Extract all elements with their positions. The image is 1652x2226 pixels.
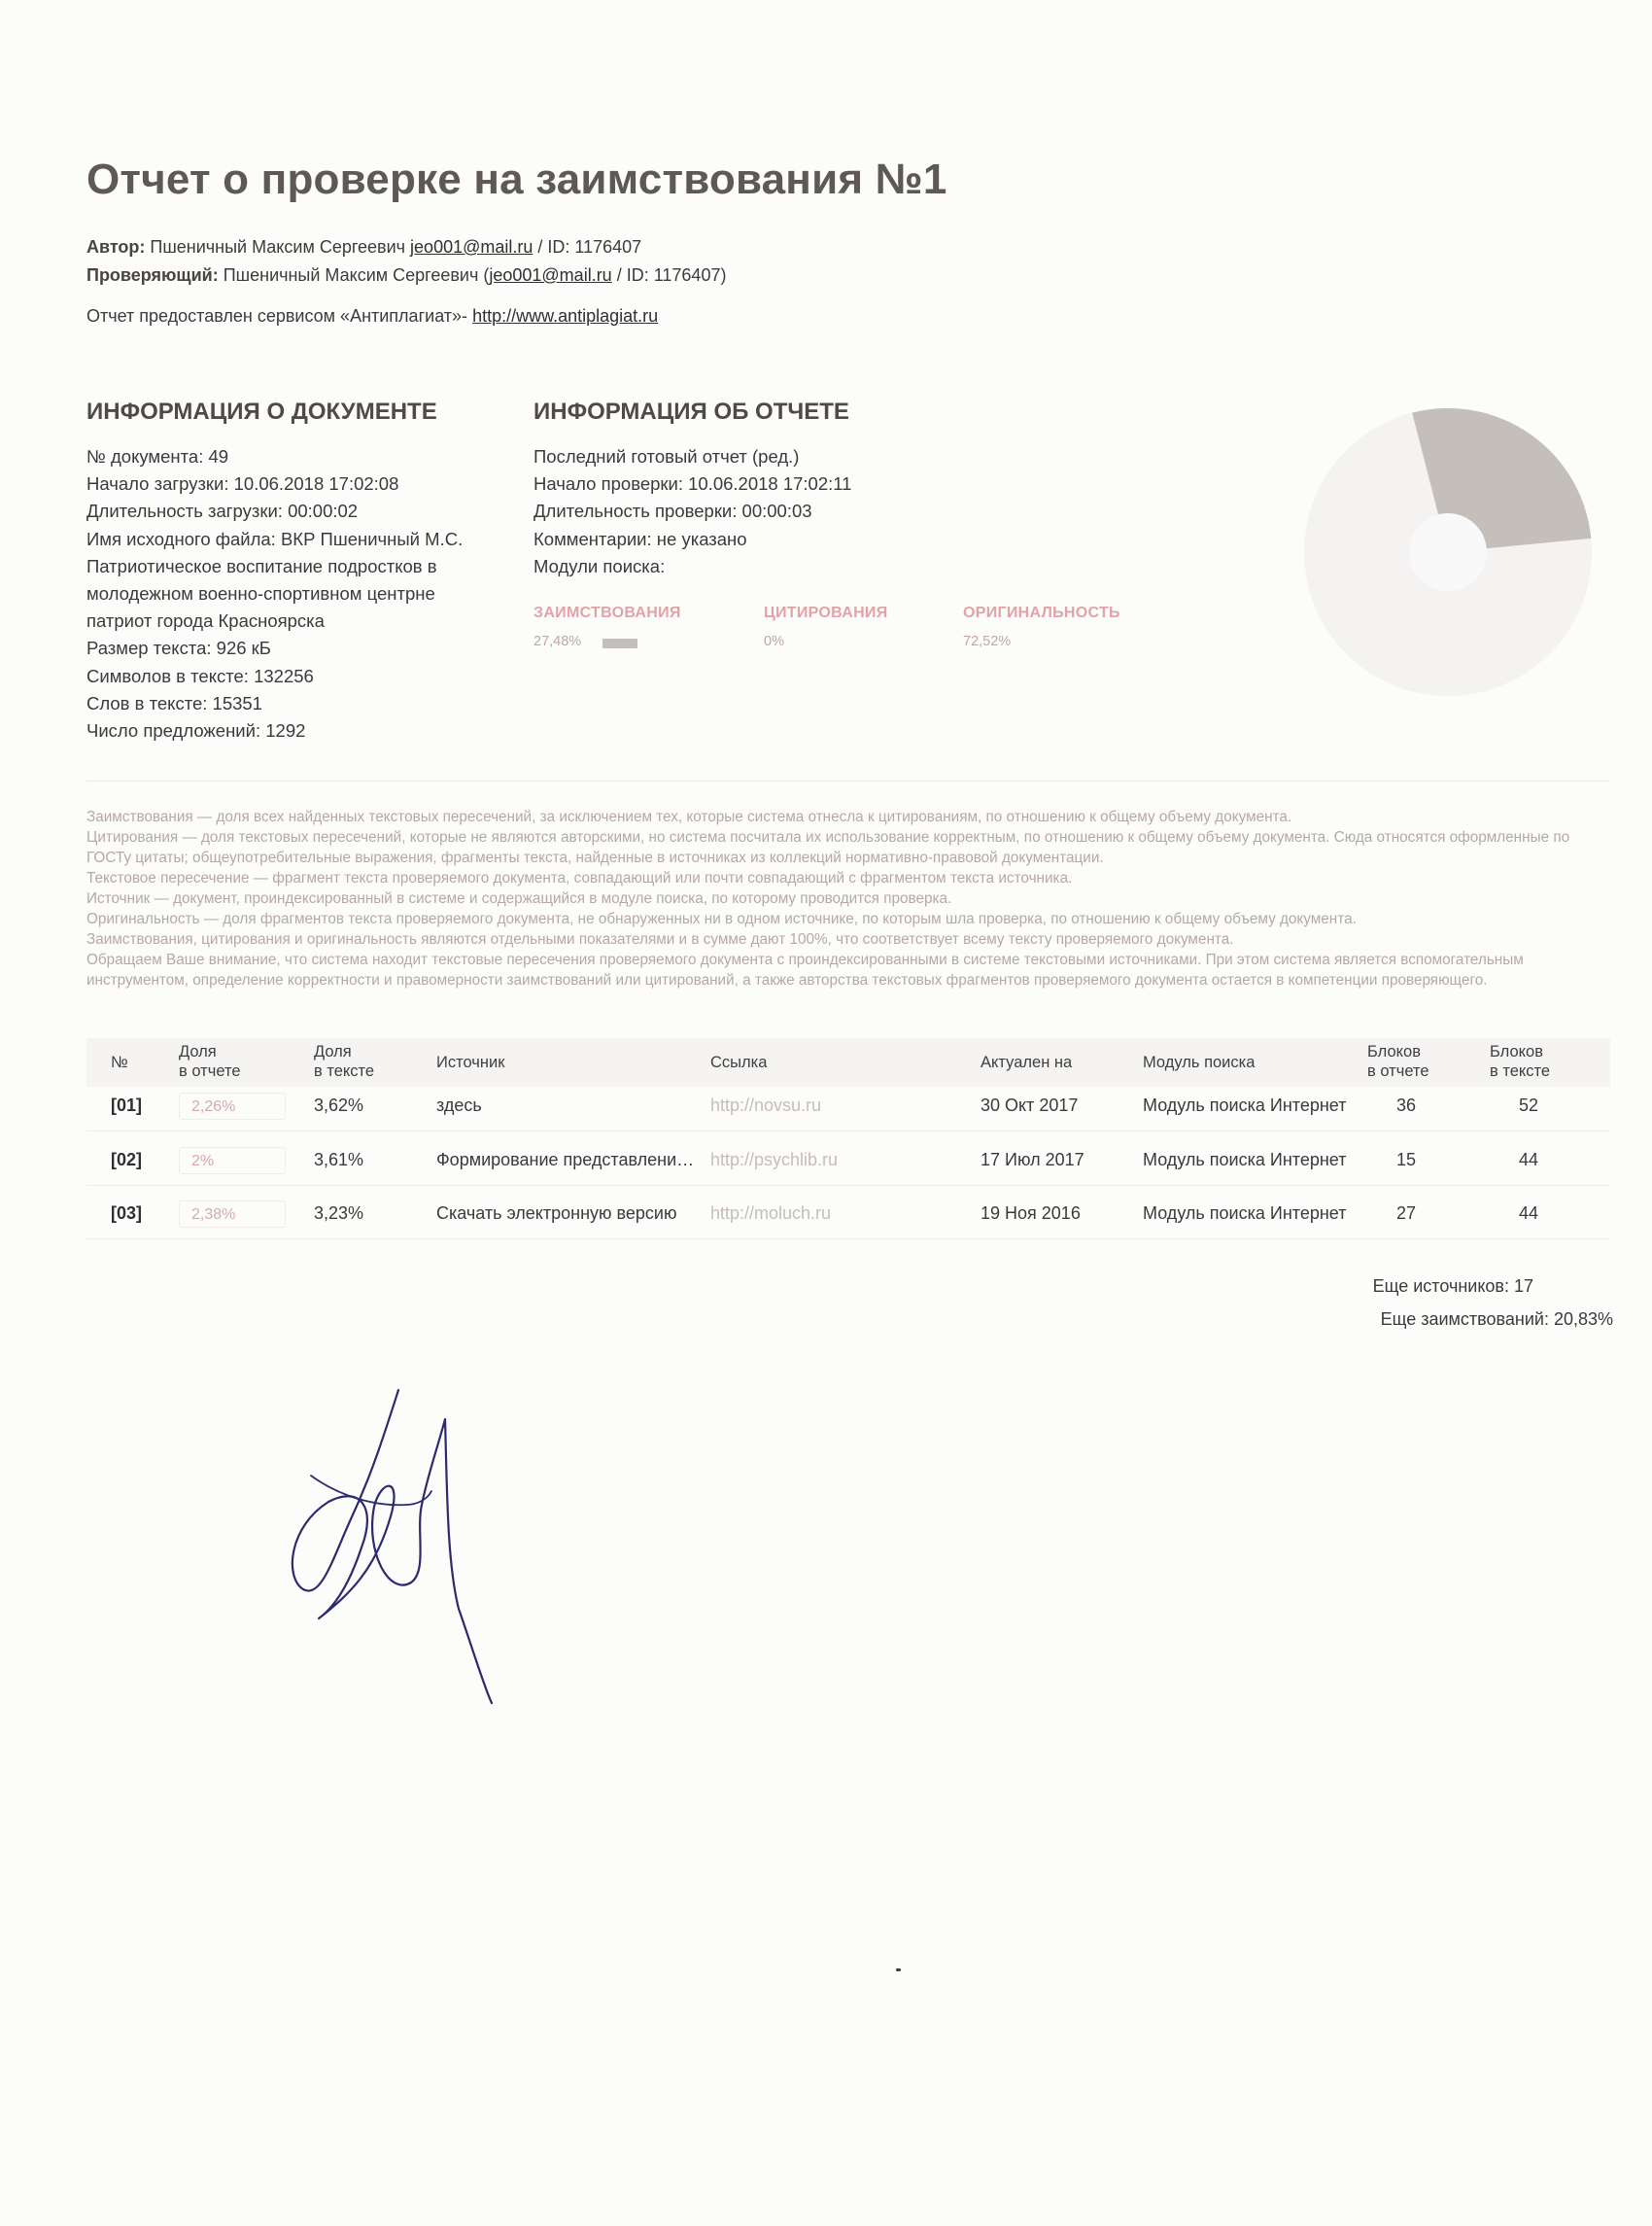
legend-definitions [86,807,1617,991]
row-blocks-text: 52 [1519,1096,1539,1115]
citation-value: 0% [764,634,784,649]
th-blocks-text [1490,1042,1550,1081]
more-borrowing: Еще заимствований: 20,83% [1380,1309,1613,1329]
row-actual-date: 30 Окт 2017 [981,1096,1079,1115]
report-info-line: Модули поиска: [533,555,666,576]
th-source: Источник [436,1054,505,1071]
reviewer-id: / ID: 1176407) [616,265,727,285]
doc-info-line: Патриотическое воспитание подростков в [86,555,437,576]
row-blocks-text: 44 [1519,1150,1539,1169]
th-share-report [179,1042,241,1081]
scan-speck [896,1968,901,1971]
more-sources: Еще источников: 17 [1372,1276,1533,1296]
th-blocks-report-line2: в отчете [1367,1062,1429,1080]
author-label: Автор: [86,237,146,257]
row-number: [03] [111,1203,143,1223]
doc-info-line: № документа: 49 [86,446,229,467]
originality-value: 72,52% [963,634,1012,649]
originality-label: ОРИГИНАЛЬНОСТЬ [963,605,1120,621]
author-email-link[interactable]: jeo001@mail.ru [410,237,533,257]
th-share-report-line1: Доля [179,1043,217,1061]
legend-paragraph: Текстовое пересечение — фрагмент текста проверяемого документа, совпадающий или почти совпадающий с фрагментом текста источника. [86,870,1073,887]
service-url-link[interactable]: http://www.antiplagiat.ru [472,306,659,326]
borrowing-label: ЗАИМСТВОВАНИЯ [533,605,681,621]
author-id: / ID: 1176407 [537,237,642,257]
row-link[interactable]: http://psychlib.ru [710,1150,839,1169]
th-blocks-text-line1: Блоков [1490,1043,1543,1061]
row-link[interactable]: http://novsu.ru [710,1096,822,1115]
legend-paragraph: Заимствования — доля всех найденных текстовых пересечений, за исключением тех, которые система отнесла к цитированиям, по отношению к общему объему документа. [86,809,1292,825]
th-share-text [314,1042,374,1081]
doc-info-line: Длительность загрузки: 00:00:02 [86,501,359,522]
originality-pie-chart [1302,406,1594,698]
row-number: [01] [111,1096,143,1115]
service-text: Отчет предоставлен сервисом «Антиплагиат»- [86,306,468,326]
author-line [86,237,641,258]
report-title: Отчет о проверке на заимствования №1 [86,156,947,203]
legend-paragraph: Заимствования, цитирования и оригинальность являются отдельными показателями и в сумме дают 100%, что соответствует всему тексту проверяемого документа. [86,931,1234,948]
legend-paragraph: Обращаем Ваше внимание, что система находит текстовые пересечения проверяемого документа с проиндексированными в системе текстовыми источниками. При этом система является вспомогательным инструментом, определение корректности и правомерности заимствований или цитирований, а также авторства текстовых фрагментов проверяемого документа остается в компетенции проверяющего. [86,952,1524,989]
row-source[interactable]: здесь [436,1096,482,1115]
report-info-heading: ИНФОРМАЦИЯ ОБ ОТЧЕТЕ [533,399,849,425]
row-blocks-report: 27 [1396,1203,1417,1223]
row-link[interactable]: http://moluch.ru [710,1203,832,1223]
doc-info-line: патриот города Красноярска [86,610,325,632]
reviewer-label: Проверяющий: [86,265,219,285]
reviewer-name: Пшеничный Максим Сергеевич ( [223,265,490,285]
row-actual-date: 17 Июл 2017 [981,1150,1084,1169]
row-number: [02] [111,1150,143,1169]
pie-center [1409,513,1487,591]
doc-info-line: Число предложений: 1292 [86,720,306,742]
row-share-report: 2,26% [179,1093,286,1120]
row-divider [86,1185,1610,1186]
row-module: Модуль поиска Интернет [1143,1150,1347,1169]
reviewer-email-link[interactable]: jeo001@mail.ru [489,265,612,285]
row-module: Модуль поиска Интернет [1143,1203,1347,1223]
borrowing-value: 27,48% [533,634,582,649]
th-share-text-line1: Доля [314,1043,352,1061]
reviewer-line [86,265,726,286]
author-name: Пшеничный Максим Сергеевич [150,237,406,257]
row-blocks-report: 15 [1396,1150,1417,1169]
row-module: Модуль поиска Интернет [1143,1096,1347,1115]
report-info-line: Начало проверки: 10.06.2018 17:02:11 [533,473,852,495]
row-share-text: 3,23% [314,1203,364,1223]
row-share-text: 3,61% [314,1150,364,1169]
th-blocks-text-line2: в тексте [1490,1062,1551,1080]
doc-info-line: Начало загрузки: 10.06.2018 17:02:08 [86,473,399,495]
legend-paragraph: Цитирования — доля текстовых пересечений, которые не являются авторскими, но система посчитала их использование корректным, по отношению к общему объему документа. Сюда относятся оформленные по ГОСТу цитаты; общеупотребительные выражения, фрагменты текста, найденные в источниках из коллекций нормативно-правовой документации. [86,829,1570,866]
report-info-line: Длительность проверки: 00:00:03 [533,501,812,522]
row-source[interactable]: Формирование представлени… [436,1150,695,1169]
row-source[interactable]: Скачать электронную версию [436,1203,677,1223]
row-share-report: 2% [179,1147,286,1174]
row-divider [86,1130,1610,1131]
handwritten-signature [282,1361,505,1711]
doc-info-line: Размер текста: 926 кБ [86,638,271,659]
th-share-text-line2: в тексте [314,1062,375,1080]
report-info-line: Комментарии: не указано [533,528,747,549]
th-num: № [111,1054,128,1071]
section-divider [86,781,1610,782]
borrowing-bar [602,639,637,648]
report-info-line: Последний готовый отчет (ред.) [533,446,800,467]
report-info-list [533,443,851,580]
citation-label: ЦИТИРОВАНИЯ [764,605,888,621]
doc-info-list [86,443,463,745]
doc-info-line: молодежном военно-спортивном центрне [86,583,435,605]
service-line [86,306,658,327]
th-blocks-report-line1: Блоков [1367,1043,1421,1061]
doc-info-line: Слов в тексте: 15351 [86,692,262,713]
doc-info-line: Символов в тексте: 132256 [86,665,314,686]
row-blocks-text: 44 [1519,1203,1539,1223]
th-actual: Актуален на [981,1054,1073,1071]
row-share-text: 3,62% [314,1096,364,1115]
legend-paragraph: Источник — документ, проиндексированный в системе и содержащийся в модуле поиска, по которому проводится проверка. [86,890,952,907]
doc-info-heading: ИНФОРМАЦИЯ О ДОКУМЕНТЕ [86,399,437,425]
legend-paragraph: Оригинальность — доля фрагментов текста проверяемого документа, не обнаруженных ни в одном источнике, по которым шла проверка, по отношению к общему объему документа. [86,911,1357,927]
row-blocks-report: 36 [1396,1096,1417,1115]
row-divider [86,1238,1610,1239]
th-blocks-report [1367,1042,1429,1081]
th-share-report-line2: в отчете [179,1062,241,1080]
doc-info-line: Имя исходного файла: ВКР Пшеничный М.С. [86,528,464,549]
row-share-report: 2,38% [179,1200,286,1228]
th-module: Модуль поиска [1143,1054,1256,1071]
row-actual-date: 19 Ноя 2016 [981,1203,1081,1223]
th-link: Ссылка [710,1054,768,1071]
